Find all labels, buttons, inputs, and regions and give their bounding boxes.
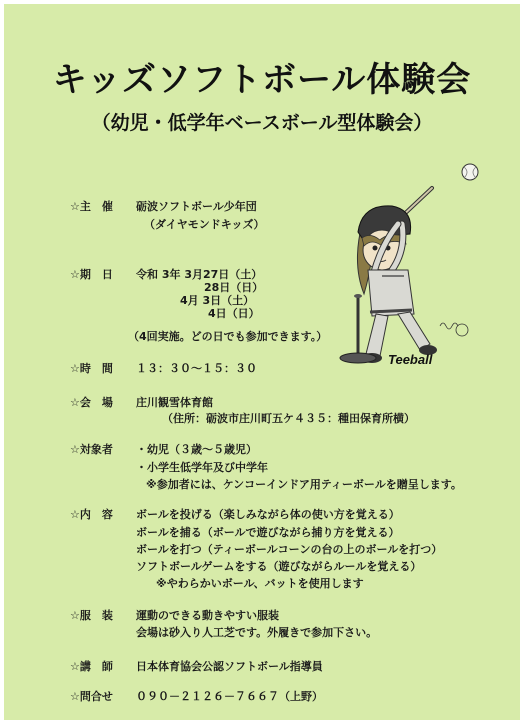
dates-label: ☆期 日 — [70, 268, 113, 281]
venue-line-2: （住所：砺波市庄川町五ケ４３５：種田保育所横） — [162, 412, 415, 425]
organizer-line-1: 砺波ソフトボール少年団 — [136, 200, 257, 213]
content-line-1: ボールを投げる（楽しみながら体の使い方を覚える） — [136, 508, 400, 521]
content-line-2: ボールを捕る（ボールで遊びながら捕り方を覚える） — [136, 526, 400, 539]
attire-line-1: 運動のできる動きやすい服装 — [136, 609, 279, 622]
content-line-4: ソフトボールゲームをする（遊びながらルールを覚える） — [136, 560, 422, 573]
organizer-label: ☆主 催 — [70, 200, 113, 213]
venue-label: ☆会 場 — [70, 396, 113, 409]
organizer-line-2: （ダイヤモンドキッズ） — [144, 218, 265, 231]
contact-label: ☆問合せ — [70, 690, 113, 703]
dates-line-3: 4月 3日（土） — [180, 294, 255, 307]
teeball-logo-text: Teeball — [388, 352, 433, 367]
teeball-player-illustration — [322, 154, 492, 374]
page-subtitle: （幼児・低学年ベースボール型体験会） — [91, 112, 433, 134]
dates-note: （4回実施。どの日でも参加できます。） — [128, 330, 328, 343]
content-line-5: ※やわらかいボール、バットを使用します — [156, 577, 364, 590]
page-title: キッズソフトボール体験会 — [52, 60, 472, 100]
attire-line-2: 会場は砂入り人工芝です。外履きで参加下さい。 — [136, 626, 378, 639]
flyer — [4, 4, 520, 720]
contact-phone: ０９０－２１２６－７６６７（上野） — [136, 690, 323, 703]
target-line-1: ・幼児（３歳～５歳児） — [136, 443, 257, 456]
target-label: ☆対象者 — [70, 443, 113, 456]
dates-line-4: 4日（日） — [208, 307, 260, 320]
instructor-value: 日本体育協会公認ソフトボール指導員 — [136, 660, 323, 673]
time-label: ☆時 間 — [70, 362, 113, 375]
content-line-3: ボールを打つ（ティーボールコーンの台の上のボールを打つ） — [136, 543, 443, 556]
time-value: １３：３０～１５：３０ — [136, 362, 257, 375]
venue-line-1: 庄川観雪体育館 — [136, 396, 213, 409]
attire-label: ☆服 装 — [70, 609, 113, 622]
content-label: ☆内 容 — [70, 508, 113, 521]
target-line-2: ・小学生低学年及び中学年 — [136, 461, 268, 474]
target-line-3: ※参加者には、ケンコーインドア用ティーボールを贈呈します。 — [146, 478, 462, 491]
dates-line-2: 28日（日） — [204, 281, 264, 294]
instructor-label: ☆講 師 — [70, 660, 113, 673]
dates-line-1: 令和 3年 3月27日（土） — [136, 268, 263, 281]
